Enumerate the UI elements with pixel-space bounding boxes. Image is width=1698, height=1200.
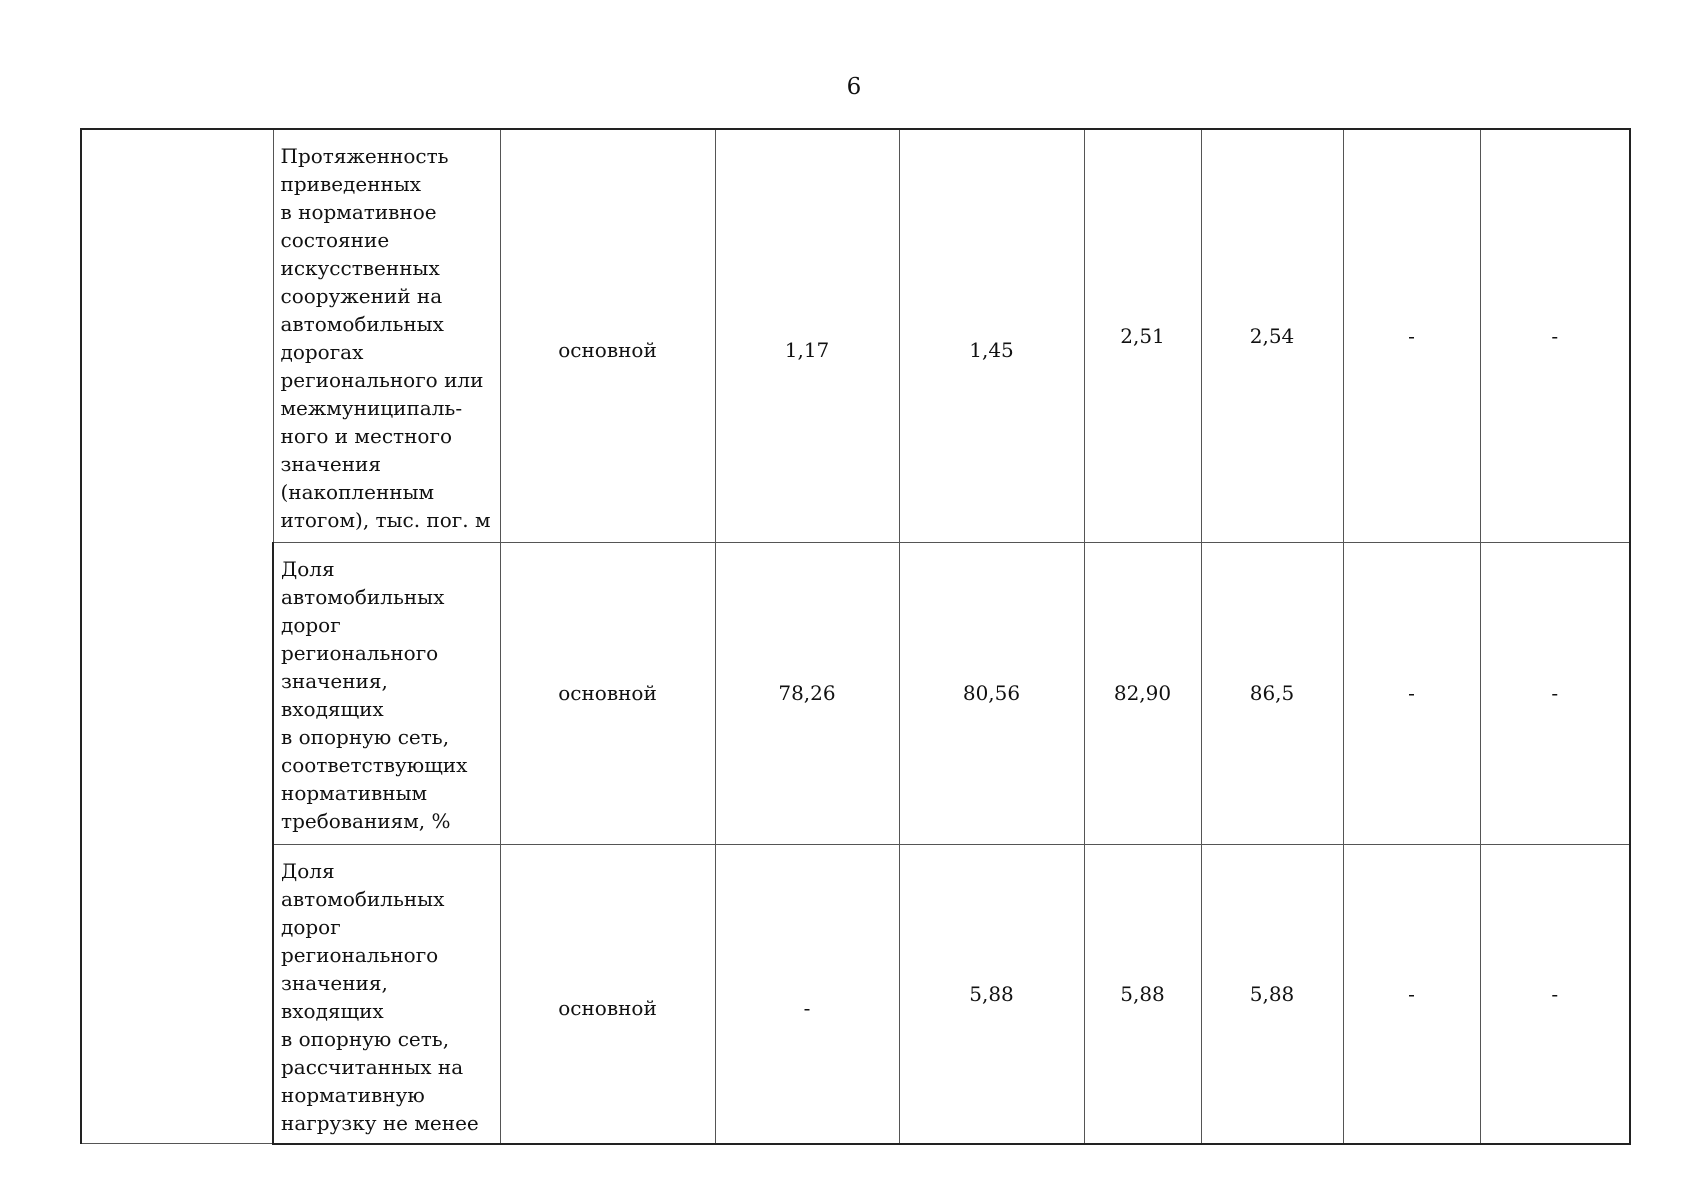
indicator-name: Доля автомобильных дорог регионального значения, входящих в опорную сеть, рассчитанных на нормативную нагрузку не менее: [273, 844, 500, 1144]
table-row: [81, 844, 1630, 1144]
value-cell: 82,90: [1084, 542, 1201, 844]
value-cell: 1,17: [715, 129, 899, 542]
indicator-name: Протяженность приведенных в нормативное состояние искусственных сооружений на автомобильных дорогах регионального или межмуниципаль- ного и местного значения (накопленным итогом), тыс. пог. м: [273, 129, 500, 542]
value-cell: 2,54: [1201, 129, 1343, 542]
indicator-type: основной: [500, 542, 715, 844]
table-row: [81, 542, 1630, 844]
value-cell: 80,56: [899, 542, 1084, 844]
indicators-table: [80, 128, 1631, 1145]
table-row: [81, 129, 1630, 542]
value-cell: -: [1480, 129, 1630, 542]
value-cell: -: [1343, 844, 1480, 1144]
indicator-name: Доля автомобильных дорог регионального значения, входящих в опорную сеть, соответствующих нормативным требованиям, %: [273, 542, 500, 844]
indicator-type: основной: [500, 129, 715, 542]
value-cell: 5,88: [899, 844, 1084, 1144]
value-cell: 2,51: [1084, 129, 1201, 542]
value-cell: 1,45: [899, 129, 1084, 542]
value-cell: -: [1343, 542, 1480, 844]
page-number: 6: [846, 74, 862, 100]
value-cell: 5,88: [1084, 844, 1201, 1144]
indicator-type: основной: [500, 844, 715, 1144]
value-cell: -: [1480, 542, 1630, 844]
value-cell: -: [715, 844, 899, 1144]
value-cell: 86,5: [1201, 542, 1343, 844]
section-cell-empty: [81, 129, 273, 1144]
value-cell: 5,88: [1201, 844, 1343, 1144]
value-cell: -: [1480, 844, 1630, 1144]
value-cell: 78,26: [715, 542, 899, 844]
value-cell: -: [1343, 129, 1480, 542]
